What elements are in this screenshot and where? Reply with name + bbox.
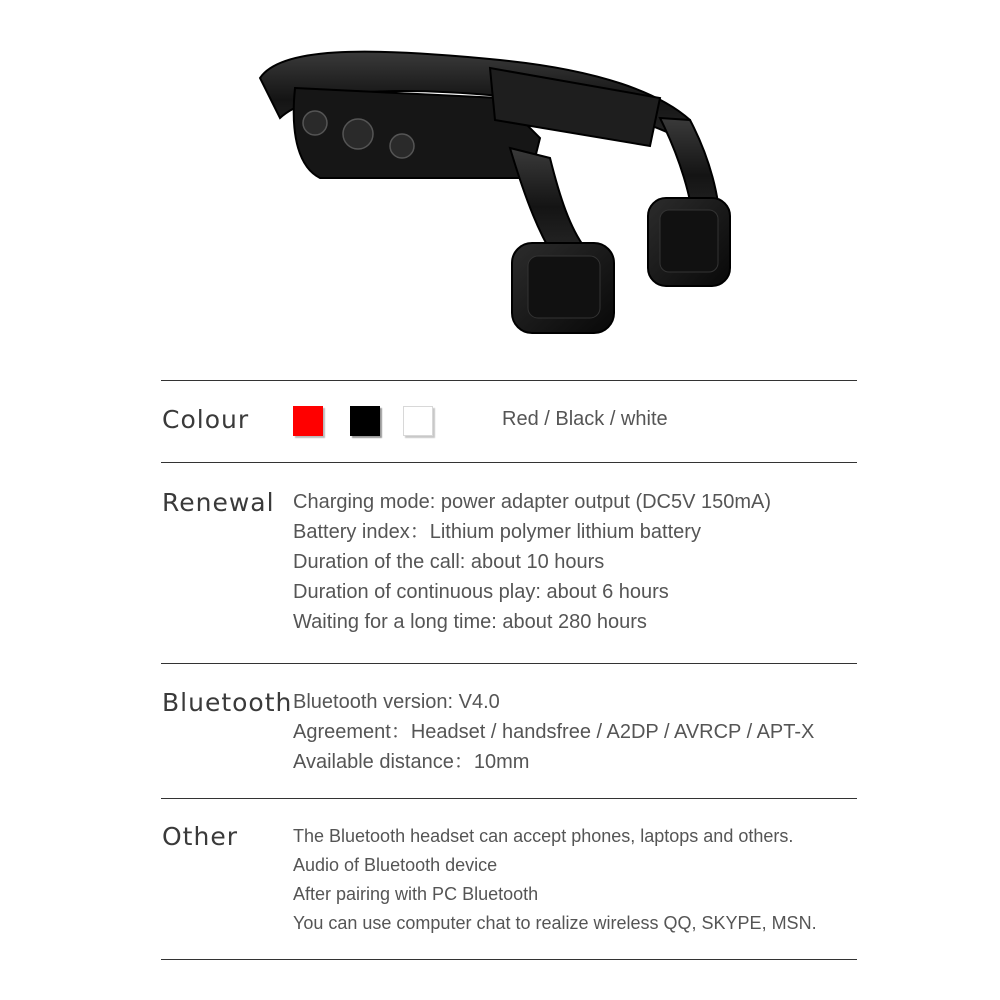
spec-line: Charging mode: power adapter output (DC5V 150mA) [293,491,772,513]
section-title-renewal: Renewal [162,488,275,517]
spec-line: Available distance：10mm [293,751,530,773]
divider [161,798,857,799]
colour-swatch-white [403,406,433,436]
section-title-bluetooth: Bluetooth [162,688,293,717]
spec-line: Bluetooth version: V4.0 [293,691,500,713]
divider [161,959,857,960]
headset-product-image [240,38,740,343]
colour-options-text: Red / Black / white [502,408,668,430]
section-title-other: Other [162,822,238,851]
renewal-spec-list [293,487,771,637]
spec-line: Duration of the call: about 10 hours [293,551,605,573]
spec-line: Agreement：Headset / handsfree / A2DP / AVRCP / APT-X [293,721,815,743]
spec-line: Waiting for a long time: about 280 hours [293,611,647,633]
colour-swatch-black [350,406,380,436]
colour-swatch-red [293,406,323,436]
spec-line: You can use computer chat to realize wireless QQ, SKYPE, MSN. [293,913,817,933]
divider [161,462,857,463]
headset-icon [240,38,740,343]
divider [161,663,857,664]
spec-line: After pairing with PC Bluetooth [293,884,539,904]
spec-line: The Bluetooth headset can accept phones, laptops and others. [293,826,794,846]
divider [161,380,857,381]
other-spec-list [293,822,817,938]
spec-line: Duration of continuous play: about 6 hours [293,581,669,603]
bluetooth-spec-list [293,687,814,777]
spec-line: Battery index：Lithium polymer lithium battery [293,521,701,543]
spec-line: Audio of Bluetooth device [293,855,498,875]
section-title-colour: Colour [162,405,250,434]
